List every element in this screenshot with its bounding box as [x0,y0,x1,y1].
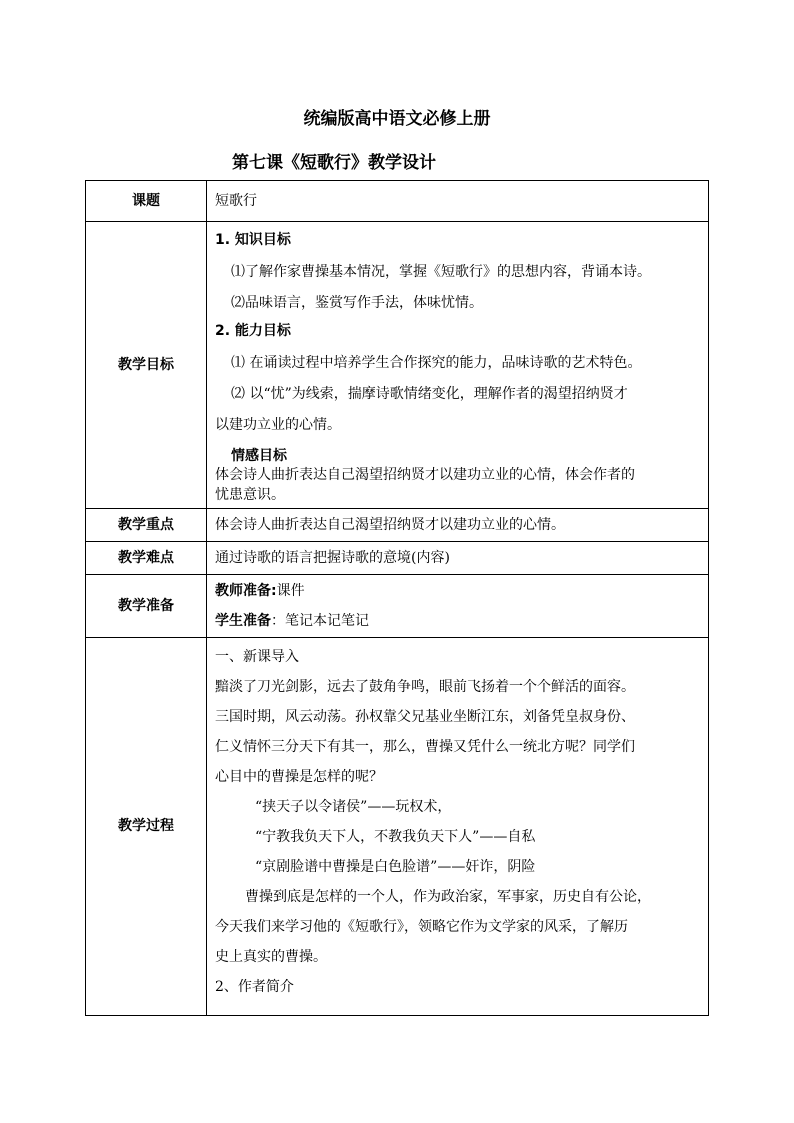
intro-line-2: 三国时期，风云动荡。孙权靠父兄基业坐断江东，刘备凭皇叔身份、 [215,709,635,725]
label-difficulty: 教学难点 [86,542,207,575]
key-point-text: 体会诗人曲折表达自己渴望招纳贤才以建功立业的心情。 [215,516,565,533]
teacher-prep-label: 教师准备: [215,583,277,599]
teacher-prep-value: 课件 [276,583,305,599]
knowledge-item-1: ⑴了解作家曹操基本情况，掌握《短歌行》的思想内容，背诵本诗。 [231,264,651,280]
quote-1: “挟天子以令诸侯”——玩权术， [255,799,452,815]
row-process [86,638,709,1016]
ability-heading: 2. 能力目标 [215,323,291,339]
lesson-plan-table [85,180,709,1016]
quote-3: “京剧脸谱中曹操是白色脸谱”——奸诈，阴险 [255,859,536,875]
row-objectives [86,222,709,509]
teacher-prep [215,576,702,606]
ability-item-2b: 以建功立业的心情。 [215,417,341,433]
knowledge-item-2: ⑵品味语言，鉴赏写作手法，体味忧情。 [231,295,483,311]
row-topic [86,181,709,222]
para-line-1: 曹操到底是怎样的一个人，作为政治家，军事家，历史自有公论， [245,889,651,905]
emotion-line-1: 体会诗人曲折表达自己渴望招纳贤才以建功立业的心情，体会作者的 [215,467,635,483]
label-topic: 课题 [86,181,207,222]
knowledge-heading: 1. 知识目标 [215,232,291,248]
student-prep-value: ：笔记本记笔记 [271,613,369,629]
value-preparation [207,575,709,638]
label-key-point: 教学重点 [86,509,207,542]
value-process [207,638,709,1016]
value-difficulty [207,542,709,575]
intro-line-1: 黯淡了刀光剑影，远去了鼓角争鸣，眼前飞扬着一个个鲜活的面容。 [215,679,635,695]
para-line-2: 今天我们来学习他的《短歌行》，领略它作为文学家的风采，了解历 [215,919,628,935]
para-line-3: 史上真实的曹操。 [215,949,327,965]
topic-text: 短歌行 [215,192,257,209]
label-preparation: 教学准备 [86,575,207,638]
row-preparation [86,575,709,638]
ability-item-1: ⑴ 在诵读过程中培养学生合作探究的能力，品味诗歌的艺术特色。 [231,355,642,371]
emotion-line-2: 忧患意识。 [215,487,285,503]
intro-line-4: 心目中的曹操是怎样的呢？ [215,769,383,785]
intro-line-3: 仁义情怀三分天下有其一，那么，曹操又凭什么一统北方呢？同学们 [215,739,635,755]
section-author-intro: 2、作者简介 [215,979,294,995]
lesson-title: 第七课《短歌行》教学设计 [232,153,436,173]
value-key-point [207,509,709,542]
difficulty-text: 通过诗歌的语言把握诗歌的意境(内容) [215,549,450,566]
document-title: 统编版高中语文必修上册 [303,109,491,129]
quote-2: “宁教我负天下人，不教我负天下人”——自私 [255,829,536,845]
label-process: 教学过程 [86,638,207,1016]
row-key-point [86,509,709,542]
section-new-lesson: 一、新课导入 [215,649,299,665]
label-objectives: 教学目标 [86,222,207,509]
ability-item-2a: ⑵ 以“忧”为线索，揣摩诗歌情绪变化，理解作者的渴望招纳贤才 [231,386,628,402]
student-prep-label: 学生准备 [215,613,271,629]
student-prep [215,606,702,636]
emotion-heading: 情感目标 [231,448,287,464]
value-objectives [207,222,709,509]
row-difficulty [86,542,709,575]
value-topic [207,181,709,222]
